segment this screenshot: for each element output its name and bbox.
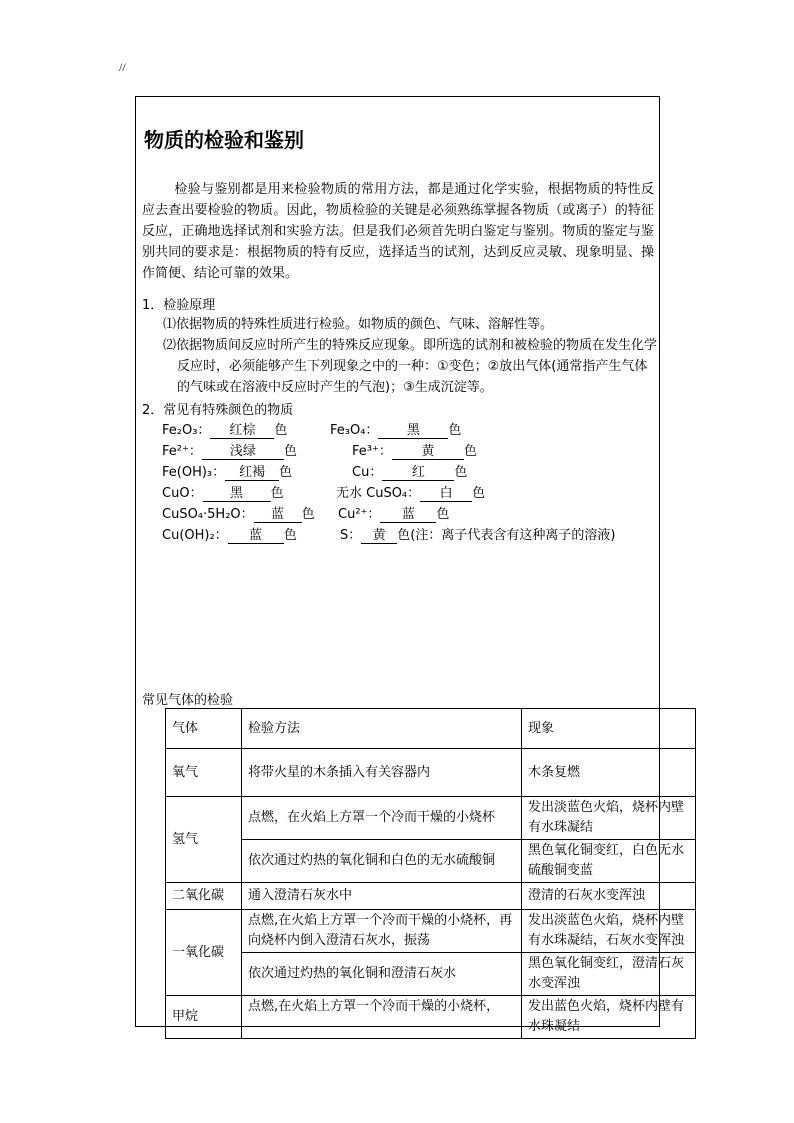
gas-test-table bbox=[165, 708, 696, 1039]
gas-name: 氧气 bbox=[166, 749, 242, 797]
page-title: 物质的检验和鉴别 bbox=[144, 128, 304, 152]
header-phenomenon: 现象 bbox=[522, 709, 696, 749]
table-row-co2 bbox=[166, 883, 696, 910]
color-value: 黑 bbox=[378, 423, 448, 439]
table-row-hydrogen-2 bbox=[166, 840, 696, 883]
color-item-cuso4-5h2o: CuSO₄·5H₂O： 蓝 色 bbox=[162, 507, 315, 522]
header-method: 检验方法 bbox=[242, 709, 522, 749]
test-method: 点燃,在火焰上方罩一个冷而干燥的小烧杯，再向烧杯内倒入澄清石灰水，振荡 bbox=[242, 910, 522, 953]
test-method: 将带火星的木条插入有关容器内 bbox=[242, 749, 522, 797]
color-value: 浅绿 bbox=[202, 444, 284, 460]
test-phenomenon: 发出淡蓝色火焰，烧杯内壁有水珠凝结 bbox=[522, 797, 696, 840]
table-row-hydrogen-1 bbox=[166, 797, 696, 840]
color-item-fe2plus: Fe²⁺： 浅绿 色 bbox=[162, 444, 297, 459]
intro-text: 检验与鉴别都是用来检验物质的常用方法，都是通过化学实验，根据物质的特性反应去查出要检验的物质。因此，物质检验的关键是必须熟练掌握各物质（或离子）的特征反应，正确地选择试剂和实验方法。但是我们必须首先明白鉴定与鉴别。物质的鉴定与鉴别共同的要求是：根据物质的特有反应，选择适当的试剂，达到反应灵敏、现象明显、操作简便、结论可靠的效果。 bbox=[142, 182, 654, 281]
intro-paragraph bbox=[142, 179, 654, 284]
gas-name: 甲烷 bbox=[166, 996, 242, 1039]
test-method: 点燃,在火焰上方罩一个冷而干燥的小烧杯， bbox=[242, 996, 522, 1039]
section1-item1: ⑴依据物质的特殊性质进行检验。如物质的颜色、气味、溶解性等。 bbox=[163, 317, 554, 332]
color-item-cu: Cu： 红 色 bbox=[352, 465, 468, 480]
color-item-s: S： 黄 色(注：离子代表含有这种离子的溶液) bbox=[340, 528, 616, 543]
color-value: 红 bbox=[382, 465, 454, 481]
color-item-feoh3: Fe(OH)₃： 红褐 色 bbox=[162, 465, 293, 480]
test-phenomenon: 黑色氧化铜变红，白色无水硫酸铜变蓝 bbox=[522, 840, 696, 883]
table-row-methane bbox=[166, 996, 696, 1039]
test-phenomenon: 澄清的石灰水变浑浊 bbox=[522, 883, 696, 910]
test-phenomenon: 木条复燃 bbox=[522, 749, 696, 797]
color-value: 黄 bbox=[392, 444, 464, 460]
table-header-row bbox=[166, 709, 696, 749]
test-method: 依次通过灼热的氧化铜和澄清石灰水 bbox=[242, 953, 522, 996]
color-value: 白 bbox=[420, 486, 472, 502]
content-frame bbox=[135, 96, 685, 1034]
corner-mark: // bbox=[119, 60, 126, 74]
color-value: 红棕 bbox=[210, 423, 274, 439]
table-row-co-1 bbox=[166, 910, 696, 953]
color-value: 蓝 bbox=[228, 528, 284, 544]
color-value: 黑 bbox=[203, 486, 271, 502]
color-value: 蓝 bbox=[380, 507, 436, 523]
test-phenomenon: 黑色氧化铜变红，澄清石灰水变浑浊 bbox=[522, 953, 696, 996]
header-gas: 气体 bbox=[166, 709, 242, 749]
table-row-co-2 bbox=[166, 953, 696, 996]
color-item-cuoh2: Cu(OH)₂： 蓝 色 bbox=[162, 528, 297, 543]
gas-name: 二氧化碳 bbox=[166, 883, 242, 910]
color-item-cuo: CuO： 黑 色 bbox=[162, 486, 284, 501]
color-value: 黄 bbox=[361, 528, 397, 544]
test-method: 依次通过灼热的氧化铜和白色的无水硫酸铜 bbox=[242, 840, 522, 883]
test-phenomenon: 发出蓝色火焰，烧杯内壁有水珠凝结 bbox=[522, 996, 696, 1039]
color-item-fe2o3: Fe₂O₃： 红棕 色 bbox=[162, 423, 288, 438]
color-value: 红褐 bbox=[225, 465, 279, 481]
color-item-cuso4-anhydrous: 无水 CuSO₄： 白 色 bbox=[336, 486, 486, 501]
test-method: 点燃，在火焰上方罩一个冷而干燥的小烧杯 bbox=[242, 797, 522, 840]
gas-name: 一氧化碳 bbox=[166, 910, 242, 996]
test-method: 通入澄清石灰水中 bbox=[242, 883, 522, 910]
color-item-cu2plus: Cu²⁺： 蓝 色 bbox=[338, 507, 450, 522]
section2-heading: 2．常见有特殊颜色的物质 bbox=[142, 403, 294, 418]
color-item-fe3o4: Fe₃O₄： 黑 色 bbox=[330, 423, 462, 438]
gas-table-caption: 常见气体的检验 bbox=[142, 693, 234, 708]
section1-item2: ⑵依据物质间反应时所产生的特殊反应现象。即所选的试剂和被检验的物质在发生化学反应时，必须能够产生下列现象之中的一种：①变色；②放出气体(通常指产生气体的气味或在溶液中反应时产生的气泡)；③生成沉淀等。 bbox=[163, 338, 658, 395]
table-row-oxygen bbox=[166, 749, 696, 797]
color-item-fe3plus: Fe³⁺： 黄 色 bbox=[352, 444, 477, 459]
test-phenomenon: 发出淡蓝色火焰，烧杯内壁有水珠凝结，石灰水变浑浊 bbox=[522, 910, 696, 953]
section1-heading: 1．检验原理 bbox=[142, 298, 216, 313]
gas-name: 氢气 bbox=[166, 797, 242, 883]
color-value: 蓝 bbox=[254, 507, 302, 523]
